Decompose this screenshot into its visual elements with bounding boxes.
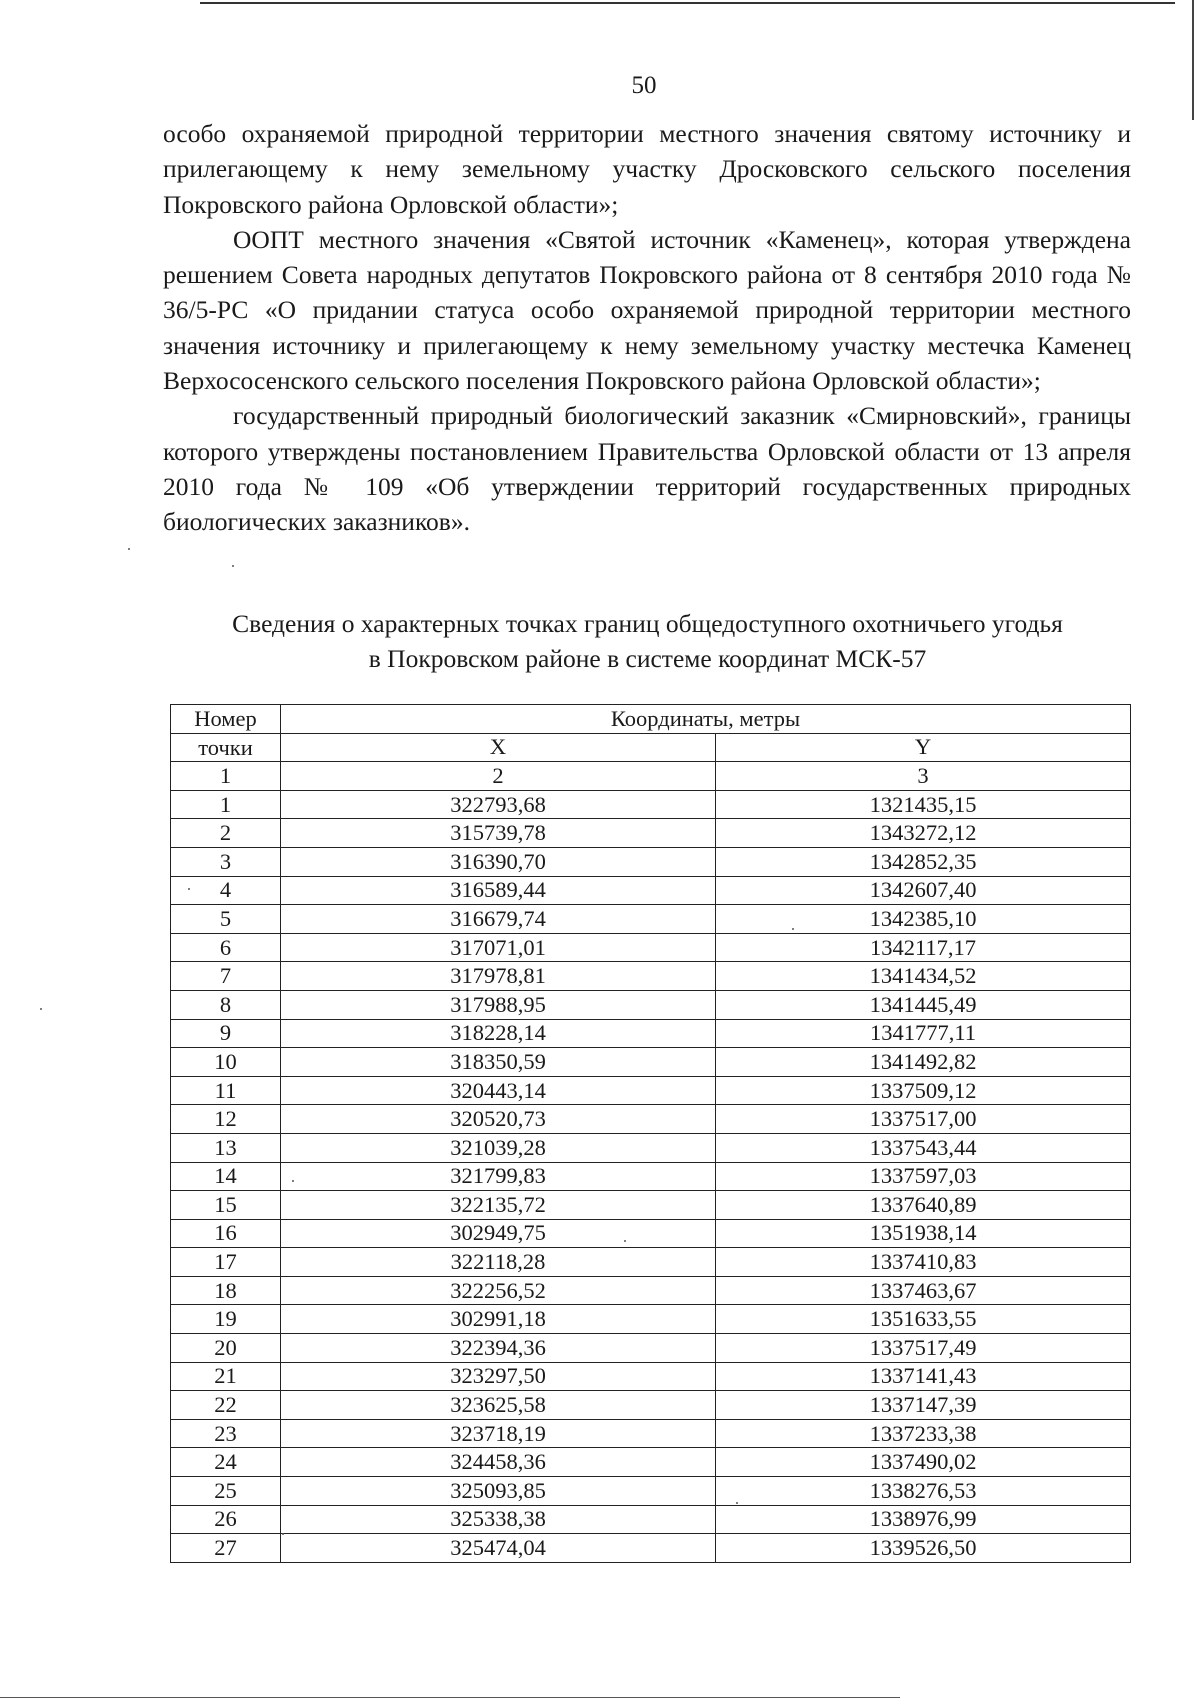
x-coordinate-cell: 324458,36 — [281, 1448, 716, 1477]
y-coordinate-cell: 1337509,12 — [716, 1076, 1131, 1105]
bottom-scan-border — [0, 1697, 900, 1698]
point-number-cell: 10 — [171, 1048, 281, 1077]
scan-speck — [40, 1008, 42, 1010]
header-row-1 — [171, 705, 1131, 734]
column-number: 3 — [716, 762, 1131, 791]
x-coordinate-cell: 323625,58 — [281, 1391, 716, 1420]
point-number-cell: 21 — [171, 1362, 281, 1391]
point-number-cell: 6 — [171, 933, 281, 962]
y-coordinate-cell: 1338976,99 — [716, 1505, 1131, 1534]
table-heading — [160, 606, 1135, 676]
scan-speck — [792, 928, 794, 930]
y-coordinate-cell: 1342852,35 — [716, 847, 1131, 876]
header-row-2 — [171, 733, 1131, 762]
table-heading-line-2: в Покровском районе в системе координат МСК-57 — [368, 644, 927, 673]
scan-speck — [232, 565, 234, 567]
x-coordinate-cell: 317978,81 — [281, 962, 716, 991]
table-heading-line-1: Сведения о характерных точках границ общедоступного охотничьего угодья — [232, 609, 1063, 638]
x-coordinate-cell: 321039,28 — [281, 1133, 716, 1162]
point-number-cell: 8 — [171, 990, 281, 1019]
point-number-cell: 14 — [171, 1162, 281, 1191]
point-number-cell: 17 — [171, 1248, 281, 1277]
table-row — [171, 1477, 1131, 1506]
column-number: 1 — [171, 762, 281, 791]
table-row — [171, 1305, 1131, 1334]
point-number-cell: 24 — [171, 1448, 281, 1477]
coordinates-table-body — [171, 790, 1131, 1562]
y-coordinate-cell: 1337517,49 — [716, 1334, 1131, 1363]
point-number-cell: 18 — [171, 1276, 281, 1305]
column-number: 2 — [281, 762, 716, 791]
x-coordinate-cell: 318228,14 — [281, 1019, 716, 1048]
table-row — [171, 1334, 1131, 1363]
point-number-cell: 9 — [171, 1019, 281, 1048]
x-coordinate-cell: 323297,50 — [281, 1362, 716, 1391]
table-row — [171, 1391, 1131, 1420]
x-coordinate-cell: 315739,78 — [281, 819, 716, 848]
coordinates-header: Координаты, метры — [281, 705, 1131, 734]
y-coordinate-cell: 1337233,38 — [716, 1419, 1131, 1448]
point-number-cell: 1 — [171, 790, 281, 819]
x-coordinate-cell: 316390,70 — [281, 847, 716, 876]
y-coordinate-cell: 1339526,50 — [716, 1534, 1131, 1563]
scan-speck — [736, 1502, 738, 1504]
point-number-cell: 19 — [171, 1305, 281, 1334]
point-number-cell: 5 — [171, 905, 281, 934]
x-coordinate-cell: 322256,52 — [281, 1276, 716, 1305]
body-text — [163, 116, 1131, 540]
table-row — [171, 1076, 1131, 1105]
table-row — [171, 905, 1131, 934]
x-coordinate-cell: 325474,04 — [281, 1534, 716, 1563]
table-row — [171, 1419, 1131, 1448]
y-coordinate-cell: 1342385,10 — [716, 905, 1131, 934]
point-number-cell: 23 — [171, 1419, 281, 1448]
point-number-cell: 3 — [171, 847, 281, 876]
point-number-cell: 15 — [171, 1191, 281, 1220]
point-number-cell: 26 — [171, 1505, 281, 1534]
y-coordinate-cell: 1341445,49 — [716, 990, 1131, 1019]
x-coordinate-cell: 325338,38 — [281, 1505, 716, 1534]
point-number-header-bottom: точки — [171, 733, 281, 762]
x-coordinate-cell: 316589,44 — [281, 876, 716, 905]
y-coordinate-cell: 1338276,53 — [716, 1477, 1131, 1506]
table-row — [171, 1019, 1131, 1048]
point-number-cell: 11 — [171, 1076, 281, 1105]
x-coordinate-cell: 322793,68 — [281, 790, 716, 819]
x-header: X — [281, 733, 716, 762]
point-number-cell: 7 — [171, 962, 281, 991]
point-number-cell: 13 — [171, 1133, 281, 1162]
x-coordinate-cell: 320443,14 — [281, 1076, 716, 1105]
x-coordinate-cell: 317988,95 — [281, 990, 716, 1019]
paragraph-kamenets: ООПТ местного значения «Святой источник «Каменец», которая утверждена решением Совета народных депутатов Покровского района от 8 сентября 2010 года № 36/5-РС «О придании статуса особо охраняемой природной территории местного значения источнику и прилегающему к нему земельному участку местечка Каменец Верхососенского сельского поселения Покровского района Орловской области»; — [163, 224, 1131, 396]
paragraph-smirnovsky: государственный природный биологический заказник «Смирновский», границы которого утверждены постановлением Правительства Орловской области от 13 апреля 2010 года № 109 «Об утверждении территорий государственных природных биологических заказников». — [163, 401, 1131, 537]
y-coordinate-cell: 1343272,12 — [716, 819, 1131, 848]
y-coordinate-cell: 1337410,83 — [716, 1248, 1131, 1277]
column-number-row — [171, 762, 1131, 791]
x-coordinate-cell: 302949,75 — [281, 1219, 716, 1248]
table-row — [171, 962, 1131, 991]
y-coordinate-cell: 1337463,67 — [716, 1276, 1131, 1305]
y-coordinate-cell: 1337147,39 — [716, 1391, 1131, 1420]
point-number-cell: 22 — [171, 1391, 281, 1420]
table-row — [171, 819, 1131, 848]
table-row — [171, 1191, 1131, 1220]
y-coordinate-cell: 1351633,55 — [716, 1305, 1131, 1334]
x-coordinate-cell: 325093,85 — [281, 1477, 716, 1506]
x-coordinate-cell: 321799,83 — [281, 1162, 716, 1191]
table-row — [171, 1219, 1131, 1248]
table-row — [171, 1448, 1131, 1477]
table-row — [171, 1248, 1131, 1277]
paragraph-continuation: особо охраняемой природной территории местного значения святому источнику и прилегающему к нему земельному участку Дросковского сельского поселения Покровского района Орловской области»; — [163, 119, 1131, 219]
y-coordinate-cell: 1351938,14 — [716, 1219, 1131, 1248]
y-coordinate-cell: 1341492,82 — [716, 1048, 1131, 1077]
table-row — [171, 876, 1131, 905]
x-coordinate-cell: 322118,28 — [281, 1248, 716, 1277]
table-row — [171, 1276, 1131, 1305]
point-number-cell: 25 — [171, 1477, 281, 1506]
point-number-header-top: Номер — [171, 705, 281, 734]
y-coordinate-cell: 1337597,03 — [716, 1162, 1131, 1191]
table-row — [171, 1362, 1131, 1391]
x-coordinate-cell: 322394,36 — [281, 1334, 716, 1363]
table-row — [171, 1162, 1131, 1191]
scan-speck — [282, 1533, 284, 1535]
top-scan-border — [200, 2, 1175, 4]
point-number-cell: 12 — [171, 1105, 281, 1134]
x-coordinate-cell: 317071,01 — [281, 933, 716, 962]
point-number-cell: 2 — [171, 819, 281, 848]
table-row — [171, 1105, 1131, 1134]
table-row — [171, 990, 1131, 1019]
y-header: Y — [716, 733, 1131, 762]
page-number: 50 — [631, 72, 657, 99]
x-coordinate-cell: 323718,19 — [281, 1419, 716, 1448]
y-coordinate-cell: 1337490,02 — [716, 1448, 1131, 1477]
table-row — [171, 1534, 1131, 1563]
scan-speck — [292, 1180, 294, 1182]
x-coordinate-cell: 322135,72 — [281, 1191, 716, 1220]
scan-speck — [624, 1240, 626, 1242]
right-scan-border — [1192, 0, 1194, 120]
y-coordinate-cell: 1337517,00 — [716, 1105, 1131, 1134]
y-coordinate-cell: 1337543,44 — [716, 1133, 1131, 1162]
table-row — [171, 790, 1131, 819]
point-number-cell: 16 — [171, 1219, 281, 1248]
scan-speck — [128, 548, 130, 550]
y-coordinate-cell: 1337141,43 — [716, 1362, 1131, 1391]
y-coordinate-cell: 1341777,11 — [716, 1019, 1131, 1048]
table-row — [171, 1133, 1131, 1162]
scan-speck — [188, 888, 190, 890]
y-coordinate-cell: 1342607,40 — [716, 876, 1131, 905]
y-coordinate-cell: 1341434,52 — [716, 962, 1131, 991]
y-coordinate-cell: 1337640,89 — [716, 1191, 1131, 1220]
point-number-cell: 20 — [171, 1334, 281, 1363]
coordinates-table — [170, 704, 1131, 1563]
x-coordinate-cell: 320520,73 — [281, 1105, 716, 1134]
table-row — [171, 1048, 1131, 1077]
x-coordinate-cell: 302991,18 — [281, 1305, 716, 1334]
point-number-cell: 4 — [171, 876, 281, 905]
y-coordinate-cell: 1321435,15 — [716, 790, 1131, 819]
x-coordinate-cell: 316679,74 — [281, 905, 716, 934]
table-row — [171, 933, 1131, 962]
x-coordinate-cell: 318350,59 — [281, 1048, 716, 1077]
table-row — [171, 1505, 1131, 1534]
point-number-cell: 27 — [171, 1534, 281, 1563]
y-coordinate-cell: 1342117,17 — [716, 933, 1131, 962]
table-row — [171, 847, 1131, 876]
